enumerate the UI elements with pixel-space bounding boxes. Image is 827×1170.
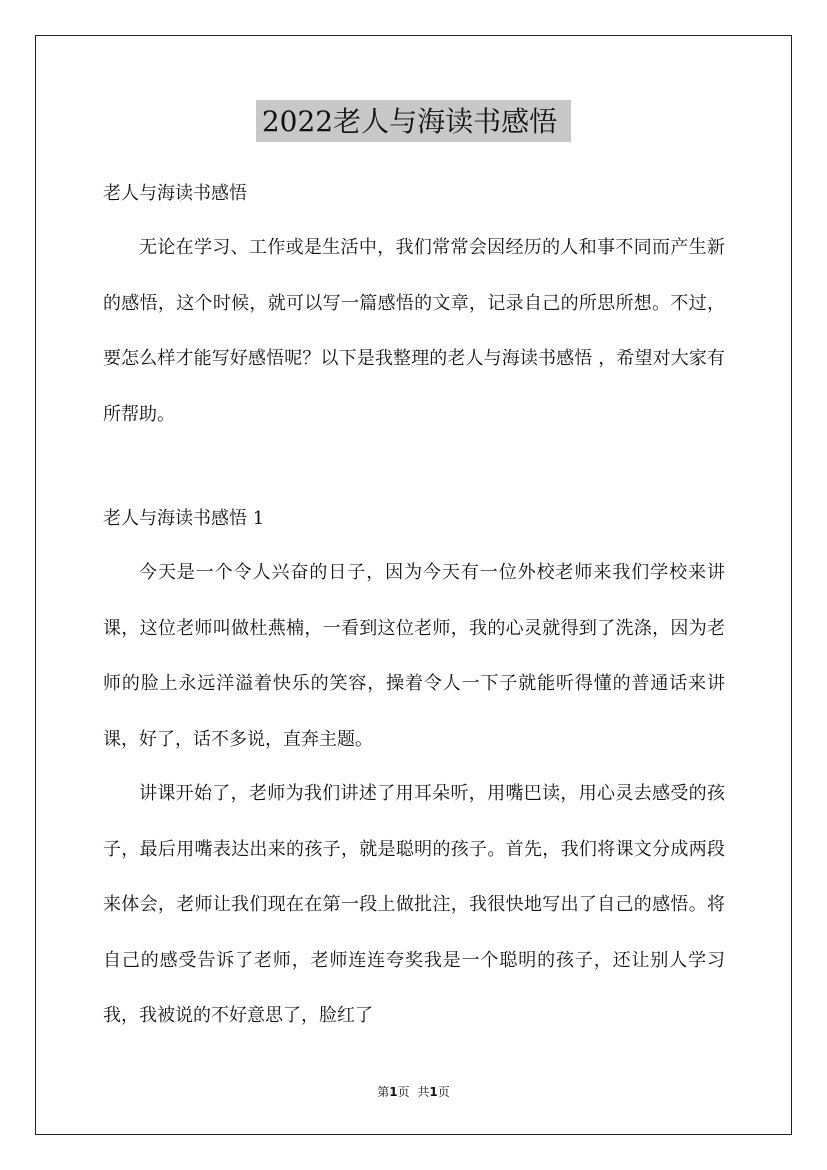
page-prefix: 第: [377, 1085, 390, 1099]
body-paragraph: 讲课开始了，老师为我们讲述了用耳朵听，用嘴巴读，用心灵去感受的孩子，最后用嘴表达出来的孩子，就是聪明的孩子。首先，我们将课文分成两段来体会，老师让我们现在在第一段上做批注，我很快地写出了自己的感悟。将自己的感受告诉了老师，老师连连夸奖我是一个聪明的孩子，还让别人学习我，我被说的不好意思了，脸红了: [103, 783, 725, 1026]
intro-paragraph: 无论在学习、工作或是生活中，我们常常会因经历的人和事不同而产生新的感悟，这个时候，就可以写一篇感悟的文章，记录自己的所思所想。不过，要怎么样才能写好感悟呢？以下是我整理的老人与海读书感悟 ，希望对大家有所帮助。: [103, 237, 725, 425]
total-pages: 1: [429, 1085, 438, 1099]
page-number: 1: [389, 1085, 398, 1099]
total-prefix: 共: [417, 1085, 430, 1099]
total-suffix: 页: [437, 1085, 450, 1099]
body-paragraph: 今天是一个令人兴奋的日子，因为今天有一位外校老师来我们学校来讲课，这位老师叫做杜燕楠，一看到这位老师，我的心灵就得到了洗涤，因为老师的脸上永远洋溢着快乐的笑容，操着令人一下子就能听得懂的普通话来讲课，好了，话不多说，直奔主题。: [103, 562, 725, 750]
page-footer: [0, 1083, 827, 1100]
page-suffix: 页: [397, 1085, 410, 1099]
document-title: 2022老人与海读书感悟: [256, 100, 571, 142]
intro-heading: 老人与海读书感悟: [103, 183, 247, 204]
title-container: [0, 100, 827, 142]
section-heading: 老人与海读书感悟 1: [103, 508, 265, 529]
